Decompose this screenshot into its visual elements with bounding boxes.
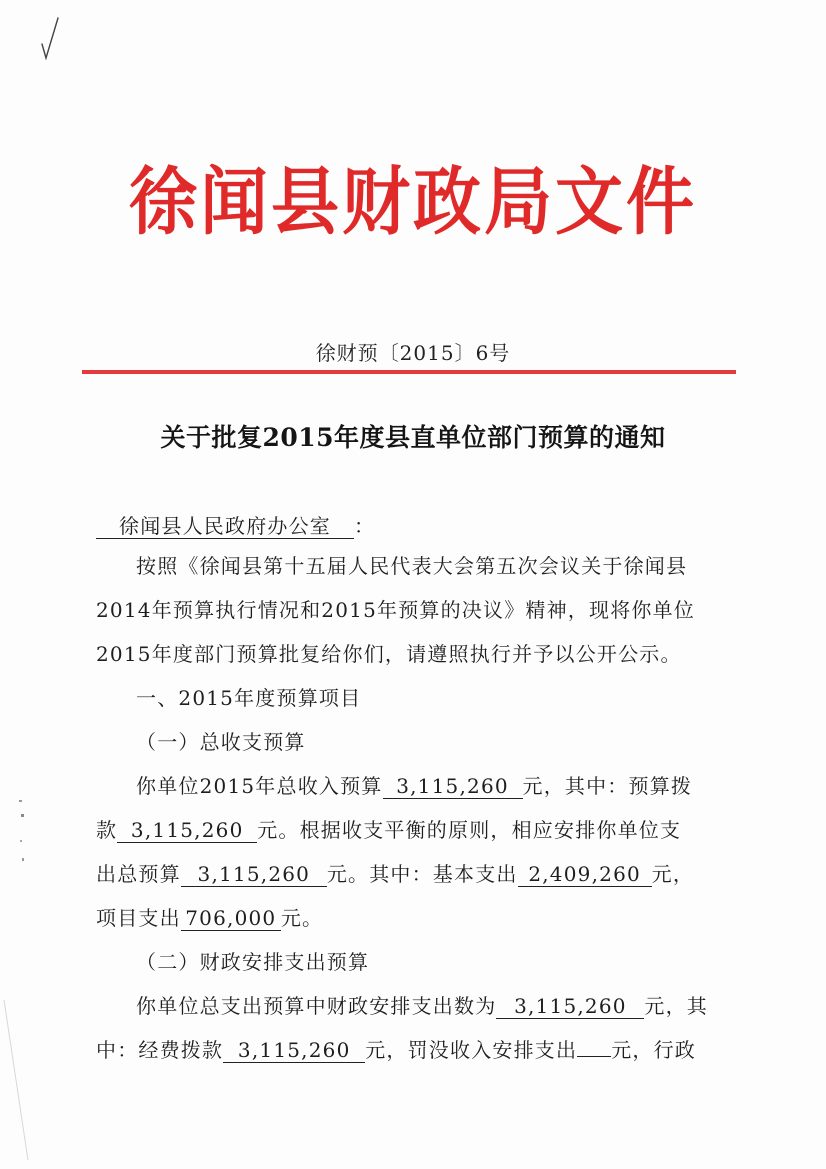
total-line4 <box>96 904 736 932</box>
total-line3 <box>96 860 736 888</box>
total-line3-text-b: 元。其中：基本支出 <box>326 862 518 886</box>
basic-expenditure-value: 2,409,260 <box>518 862 652 887</box>
subheading-total-budget: （一）总收支预算 <box>136 730 306 754</box>
fiscal-line2-text-b: 元，罚没收入安排支出 <box>365 1038 578 1062</box>
fiscal-line2-text-c: 元，行政 <box>611 1038 697 1062</box>
para1-line3: 2015年度部门预算批复给你们，请遵照执行并予以公开公示。 <box>96 642 682 666</box>
fiscal-total-value: 3,115,260 <box>496 994 644 1019</box>
recipient-colon: ： <box>354 514 376 538</box>
notice-title: 关于批复2015年度县直单位部门预算的通知 <box>160 423 666 452</box>
funding-value: 3,115,260 <box>223 1038 365 1063</box>
total-line2-text-a: 款 <box>96 818 118 842</box>
para1-line1: 按照《徐闻县第十五届人民代表大会第五次会议关于徐闻县 <box>136 554 688 578</box>
total-income-value: 3,115,260 <box>383 774 523 799</box>
red-divider-line <box>82 370 736 374</box>
fiscal-line1 <box>136 992 776 1020</box>
section-heading-1: 一、2015年度预算项目 <box>136 686 362 710</box>
total-expenditure-value: 3,115,260 <box>181 862 327 887</box>
subheading-fiscal-budget: （二）财政安排支出预算 <box>136 950 370 974</box>
total-line1 <box>136 772 776 800</box>
masthead-title: 徐闻县财政局文件 <box>128 158 697 246</box>
appropriation-value: 3,115,260 <box>117 818 257 843</box>
project-expenditure-value: 706,000 <box>181 906 281 931</box>
fiscal-line2 <box>96 1036 736 1064</box>
document-number: 徐财预〔2015〕6号 <box>315 341 511 365</box>
fiscal-line2-text-a: 中：经费拨款 <box>96 1038 224 1062</box>
total-line3-text-c: 元， <box>651 862 695 886</box>
total-line2-text-b: 元。根据收支平衡的原则，相应安排你单位支 <box>257 818 682 842</box>
fiscal-line1-text-a: 你单位总支出预算中财政安排支出数为 <box>136 994 497 1018</box>
total-line3-text-a: 出总预算 <box>96 862 181 886</box>
total-line1-text-b: 元，其中：预算拨 <box>522 774 693 798</box>
recipient-line <box>96 512 736 540</box>
fiscal-line1-text-b: 元，其 <box>644 994 709 1018</box>
total-line4-text-b: 元。 <box>280 906 324 930</box>
handwritten-check-mark <box>34 14 64 64</box>
recipient-name: 徐闻县人民政府办公室 <box>96 514 354 539</box>
total-line1-text-a: 你单位2015年总收入预算 <box>136 774 383 798</box>
fines-value <box>577 1056 611 1057</box>
total-line2 <box>96 816 736 844</box>
total-line4-text-a: 项目支出 <box>96 906 181 930</box>
scan-edge-line <box>2 1000 32 1160</box>
para1-line2: 2014年预算执行情况和2015年预算的决议》精神，现将你单位 <box>96 598 695 622</box>
scan-specks <box>10 800 30 870</box>
